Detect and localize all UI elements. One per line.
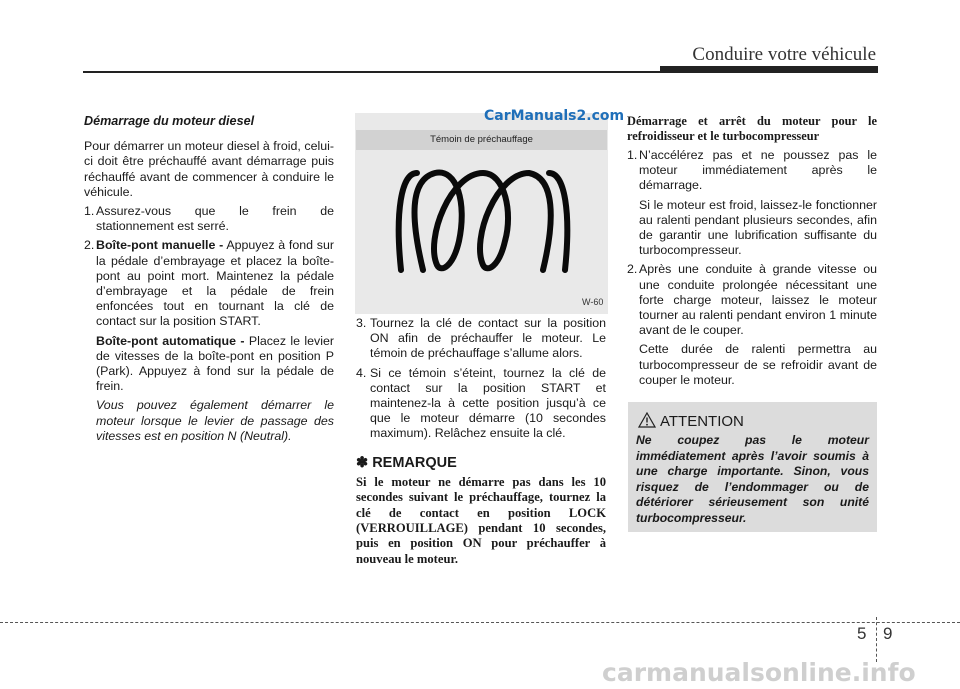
step-1-number: 1.	[84, 204, 95, 219]
turbo-step-2-number: 2.	[627, 262, 638, 277]
turbo-step-1-number: 1.	[627, 148, 638, 162]
chapter-number: 5	[857, 624, 867, 643]
section-subtitle: Démarrage du moteur diesel	[84, 114, 255, 128]
footer-divider	[0, 622, 960, 623]
site-watermark: CarManuals2.com	[484, 108, 625, 124]
step-3	[356, 316, 606, 362]
automatic-transmission-label: Boîte-pont automatique -	[96, 333, 245, 348]
step-2-text	[96, 238, 334, 329]
step-1	[84, 204, 334, 234]
turbo-heading: Démarrage et arrêt du moteur pour le refroidisseur et le turbocompresseur	[627, 114, 877, 143]
warning-triangle-icon	[638, 412, 656, 428]
manual-transmission-label: Boîte-pont manuelle -	[96, 238, 224, 253]
turbo-step-1-continued: Si le moteur est froid, laissez-le fonctionner au ralenti pendant plusieurs secondes, afin de garantir une lubrification suffisante du turbocompresseur.	[639, 197, 877, 258]
manual-transmission-text: Appuyez à fond sur la pédale d’embrayage et placez la boîte-pont au point mort. Maintenez la pédale d’embrayage et la pédale de frein enfoncées tout en tournant la clé de contact sur la position START.	[96, 238, 334, 329]
step-2	[84, 238, 334, 329]
remark-body: Si le moteur ne démarre pas dans les 10 secondes suivant le préchauffage, tournez la clé de contact en position LOCK (VERROUILLAGE) pendant 10 secondes, puis en position ON pour préchauffer à nouveau le moteur.	[356, 474, 606, 566]
automatic-transmission-paragraph	[84, 334, 334, 395]
turbo-step-1-text: N’accélérez pas et ne poussez pas le moteur immédiatement après le démarrage.	[639, 148, 877, 193]
attention-body: Ne coupez pas le moteur immédiatement après l’avoir soumis à une charge importante. Sinon, vous risquez de l’endommager ou de détériorer sérieusement son unité turbocompresseur.	[636, 433, 869, 525]
step-4-number: 4.	[356, 365, 367, 380]
turbo-step-2	[627, 262, 877, 338]
header-rule	[83, 71, 878, 73]
remark-title: REMARQUE	[372, 454, 457, 471]
turbo-step-1	[627, 148, 877, 194]
page-header-title: Conduire votre véhicule	[692, 44, 876, 65]
remark-icon: ✽	[356, 454, 369, 471]
page-number-divider	[876, 617, 877, 662]
page-number: 9	[883, 624, 893, 643]
step-3-text: Tournez la clé de contact sur la position ON afin de préchauffer le moteur. Le témoin de préchauffage s’allume alors.	[370, 316, 606, 361]
turbo-step-2-text: Après une conduite à grande vitesse ou une conduite prolongée nécessitant une forte charge moteur, laissez le moteur tourner au ralenti pendant environ 1 minute avant de le couper.	[639, 262, 877, 338]
turbo-step-2-continued: Cette durée de ralenti permettra au turbocompresseur de se refroidir avant de couper le moteur.	[639, 342, 877, 387]
attention-title: ATTENTION	[660, 413, 744, 430]
automatic-transmission-text: Placez le levier de vitesses de la boîte-pont en position P (Park). Appuyez à fond sur la pédale de frein.	[96, 333, 334, 394]
figure-caption: Témoin de préchauffage	[356, 130, 607, 150]
intro-paragraph: Pour démarrer un moteur diesel à froid, celui-ci doit être préchauffé avant démarrage puis réchauffé avant de commencer à conduire le véhicule.	[84, 139, 334, 199]
step-4	[356, 366, 606, 442]
figure-code: W-60	[582, 297, 604, 307]
step-3-number: 3.	[356, 316, 367, 330]
step-4-text: Si ce témoin s’éteint, tournez la clé de contact sur la position START et maintenez-la à cette position jusqu’à ce que le moteur démarre (10 secondes maximum). Relâchez ensuite la clé.	[370, 365, 606, 441]
middle-column	[356, 316, 606, 567]
right-column	[627, 114, 877, 392]
step-1-text: Assurez-vous que le frein de stationnement est serré.	[96, 204, 334, 234]
step-2-number: 2.	[84, 238, 95, 253]
bottom-watermark: carmanualsonline.info	[602, 658, 916, 687]
neutral-note: Vous pouvez également démarrer le moteur lorsque le levier de passage des vitesses est en position N (Neutral).	[96, 398, 334, 443]
left-column	[84, 114, 334, 448]
remark-heading	[356, 456, 606, 471]
